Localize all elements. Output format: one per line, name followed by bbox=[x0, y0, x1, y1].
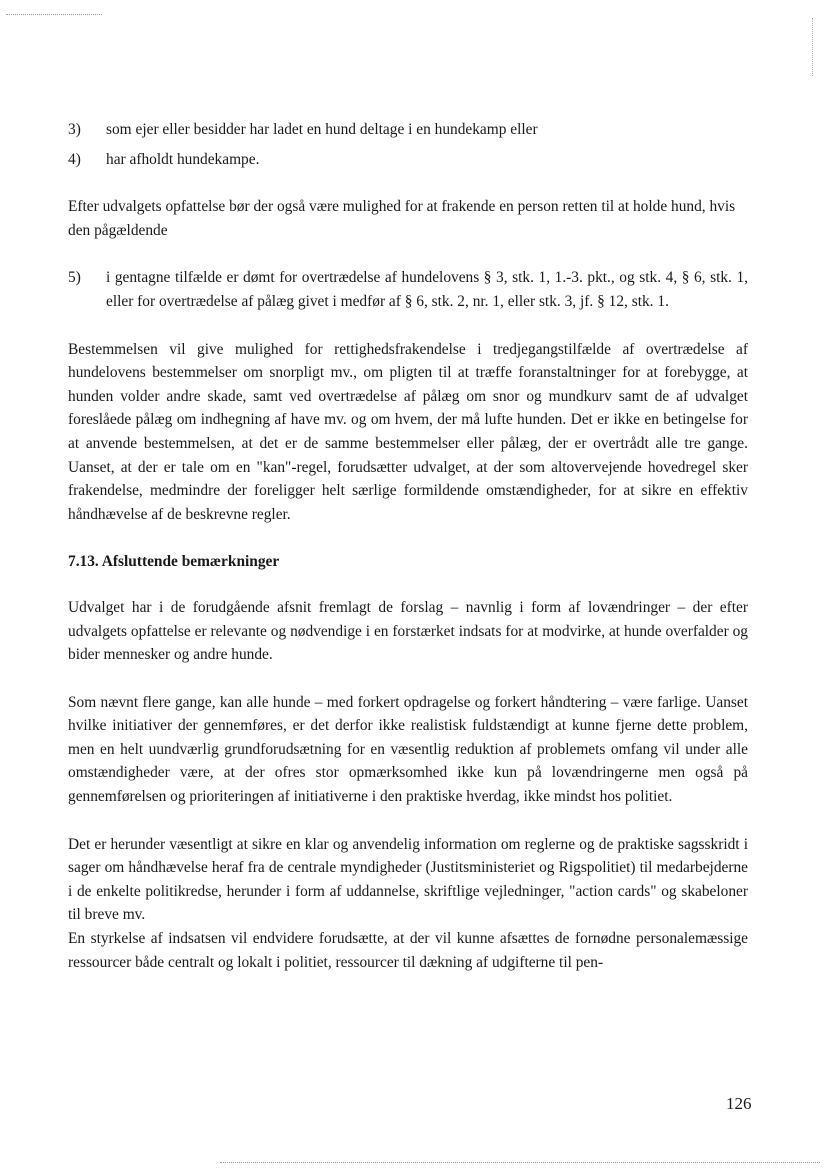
section-heading: 7.13. Afsluttende bemærkninger bbox=[68, 553, 280, 571]
paragraph-udvalget: Udvalget har i de forudgående afsnit fremlagt de forslag – navnlig i form af lovændringer – der efter udvalgets opfattelse er relevante og nødvendige i en forstærket indsats for at modvirke, at hunde overfalder og bider mennesker og andre hunde. bbox=[68, 598, 748, 664]
paragraph-herunder: Det er herunder væsentligt at sikre en klar og anvendelig information om reglerne og de praktiske sagsskridt i sager om håndhævelse heraf fra de centrale myndigheder (Justitsministeriet og Rigspolitiet) til medarbejderne i de enkelte politikredse, herunder i form af uddannelse, skriftlige vejledninger, "action cards" og skabeloner til breve mv. bbox=[68, 835, 748, 924]
paragraph-styrkelse: En styrkelse af indsatsen vil endvidere forudsætte, at der vil kunne afsættes de fornødne personalemæssige ressourcer både centralt og lokalt i politiet, ressourcer til dækning af udgifterne til pen- bbox=[68, 930, 748, 971]
list-item bbox=[68, 266, 748, 313]
list-item-number: 3) bbox=[68, 121, 81, 138]
list-item-text: som ejer eller besidder har ladet en hund deltage i en hundekamp eller bbox=[106, 121, 538, 138]
scan-artifact-right bbox=[812, 18, 813, 76]
list-item bbox=[68, 118, 748, 142]
scan-artifact-bottom bbox=[220, 1162, 820, 1163]
list-item bbox=[68, 148, 748, 172]
list-item-number: 5) bbox=[68, 269, 81, 287]
page-number: 126 bbox=[726, 1094, 752, 1113]
page-body bbox=[68, 118, 748, 974]
list-item-text: har afholdt hundekampe. bbox=[106, 150, 260, 168]
paragraph-intro: Efter udvalgets opfattelse bør der også være mulighed for at frakende en person retten til at holde hund, hvis den pågældende bbox=[68, 198, 736, 239]
list-item-text: i gentagne tilfælde er dømt for overtrædelse af hundelovens § 3, stk. 1, 1.-3. pkt., og stk. 4, § 6, stk. 1, eller for overtrædelse af pålæg givet i medfør af § 6, stk. 2, nr. 1, eller stk. 3, jf. § 12, stk. 1. bbox=[106, 269, 748, 310]
list-item-number: 4) bbox=[68, 150, 81, 168]
paragraph-bestemmelsen: Bestemmelsen vil give mulighed for rettighedsfrakendelse i tredjegangstilfælde af overtrædelse af hundelovens bestemmelser om snorpligt mv., om pligten til at træffe foranstaltninger for at forebygge, at hunden volder andre skade, samt ved overtrædelse af pålæg om snor og mundkurv samt de af udvalget foreslåede pålæg om indhegning af have mv. og om hvem, der må lufte hunden. Det er ikke en betingelse for at anvende bestemmelsen, at det er de samme bestemmelser eller pålæg, der er overtrådt alle tre gange. Uanset, at der er tale om en "kan"-regel, forudsætter udvalget, at der som altovervejende hovedregel sker frakendelse, medmindre der foreligger helt særlige formildende omstændigheder, for at sikre en effektiv håndhævelse af de beskrevne regler. bbox=[68, 340, 748, 523]
paragraph-som-naevnt: Som nævnt flere gange, kan alle hunde – med forkert opdragelse og forkert håndtering – være farlige. Uanset hvilke initiativer der gennemføres, er det derfor ikke realistisk fuldstændigt at kunne fjerne dette problem, men en helt uundværlig grundforudsætning for en væsentlig reduktion af problemets omfang vil under alle omstændigheder være, at der ofres stor opmærksomhed ikke kun på lovændringerne men også på gennemførelsen og prioriteringen af initiativerne i den praktiske hverdag, ikke mindst hos politiet. bbox=[68, 693, 748, 806]
scan-artifact-top bbox=[6, 14, 102, 15]
